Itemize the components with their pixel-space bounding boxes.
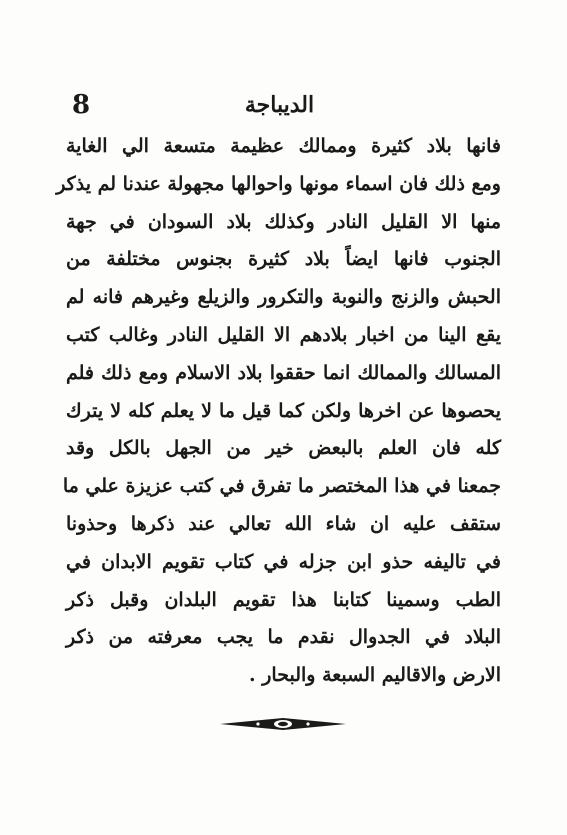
text-line: الطب وسمينا كتابنا هذا تقويم البلدان وقبل ذكر	[66, 588, 501, 611]
text-line: الارض والاقاليم السبعة والبحار .	[249, 664, 501, 687]
running-title: الديباجة	[244, 92, 315, 118]
text-line: يقع الينا من اخبار بلادهم الا القليل النادر وغالب كتب	[66, 323, 501, 346]
tailpiece-ornament-icon	[218, 712, 348, 736]
body-text	[56, 128, 501, 695]
text-line: كله فان العلم بالبعض خير من الجهل بالكل وقد	[66, 437, 501, 460]
page-header	[58, 90, 501, 120]
text-line: يحصوها عن اخرها ولكن كما قيل ما لا يعلم كله لا يترك	[66, 399, 501, 422]
page-number: 8	[72, 90, 91, 120]
text-line: جمعنا في هذا المختصر ما تفرق في كتب عزيزة علي ما	[62, 475, 501, 498]
text-line: المسالك والممالك انما حققوا بلاد الاسلام ومع ذلك فلم	[66, 361, 501, 384]
text-line: فانها بلاد كثيرة وممالك عظيمة متسعة الي الغاية	[66, 135, 501, 157]
text-line: البلاد في الجدوال نقدم ما يجب معرفته من ذكر	[66, 626, 501, 649]
text-line: ومع ذلك فان اسماء مونها واحوالها مجهولة عندنا لم يذكر	[56, 172, 501, 195]
text-line: في تاليفه حذو ابن جزله في كتاب تقويم الابدان في	[66, 550, 501, 573]
text-line: الحبش والزنج والنوبة والتكرور والزيلع وغيرهم فانه لم	[66, 286, 501, 309]
text-line: الجنوب فانها ايضاً بلاد كثيرة بجنوس مختلفة من	[66, 248, 501, 271]
text-line: ستقف عليه ان شاء الله تعالي عند ذكرها وحذونا	[66, 512, 501, 535]
text-line: منها الا القليل النادر وكذلك بلاد السودان في جهة	[66, 210, 501, 233]
